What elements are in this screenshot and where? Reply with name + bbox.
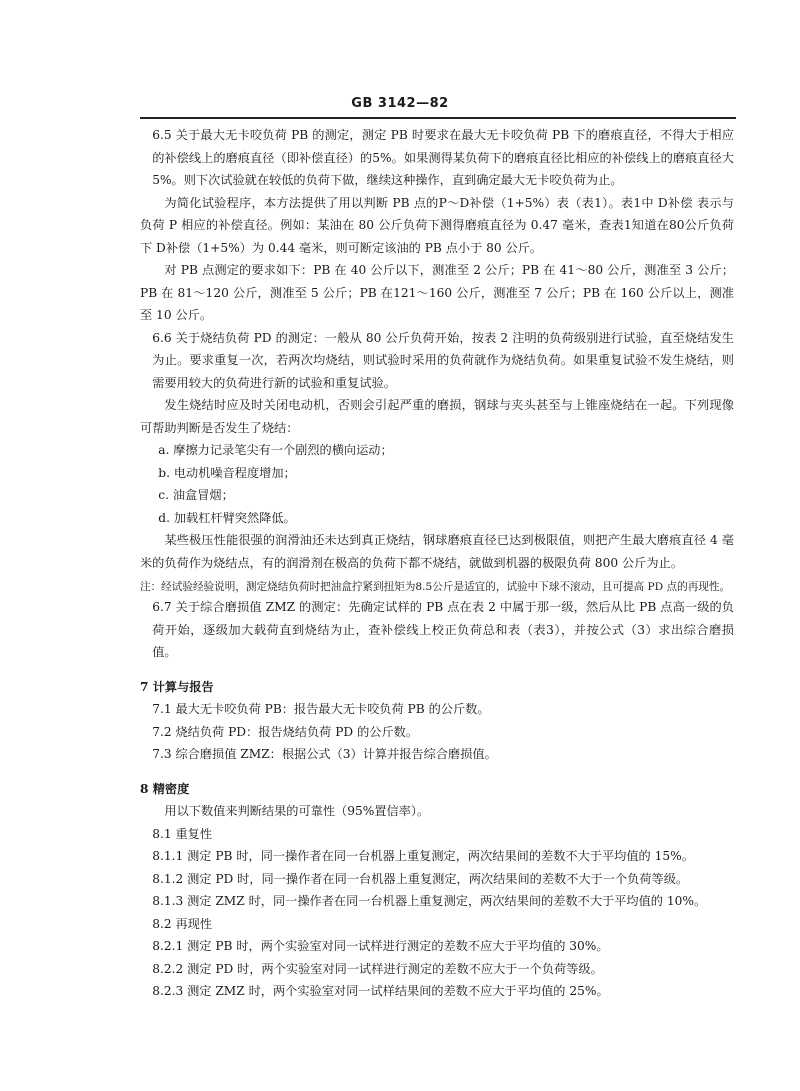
section-8-heading: 8 精密度	[140, 781, 190, 796]
section-8-2: 8.2 再现性	[152, 916, 213, 931]
list-item: c. 油盒冒烟；	[158, 488, 234, 502]
section-8-2-2: 8.2.2 测定 PD 时，两个实验室对同一试样进行测定的差数不应大于一个负荷等级。	[152, 961, 603, 976]
note: 注：经试验经验说明，测定烧结负荷时把油盒拧紧到扭矩为8.5公斤是适宜的，试验中下球不滚动，且可提高 PD 点的再现性。	[140, 581, 731, 593]
section-6-6-limit: 某些极压性能很强的润滑油还未达到真正烧结，钢球磨痕直径已达到极限值，则把产生最大磨痕直径 4 毫米的负荷作为烧结点，有的润滑剂在极高的负荷下都不烧结，就做到机器的极限负荷 800 公斤为止。	[140, 533, 734, 570]
section-7-heading: 7 计算与报告	[140, 679, 214, 694]
section-8-1-3: 8.1.3 测定 ZMZ 时，同一操作者在同一台机器上重复测定，两次结果间的差数不大于平均值的 10%。	[152, 894, 707, 908]
standard-code: GB 3142—82	[351, 96, 449, 111]
section-6-5-precision: 对 PB 点测定的要求如下：PB 在 40 公斤以下，测准至 2 公斤；PB 在 41～80 公斤，测准至 3 公斤；PB 在 81～120 公斤，测准至 5 公斤；PB 在121～160 公斤，测准至 7 公斤；PB 在 160 公斤以上，测准至 10 公斤。	[140, 263, 734, 322]
list-item: b. 电动机噪音程度增加；	[158, 465, 296, 480]
list-item: a. 摩擦力记录笔尖有一个剧烈的横向运动；	[158, 443, 393, 457]
section-6-6-observations: 发生烧结时应及时关闭电动机，否则会引起严重的磨损，钢球与夹头甚至与上锥座烧结在一起。下列现像可帮助判断是否发生了烧结：	[140, 398, 734, 435]
section-8-2-1: 8.2.1 测定 PB 时，两个实验室对同一试样进行测定的差数不应大于平均值的 30%。	[152, 939, 609, 953]
section-8-1-2: 8.1.2 测定 PD 时，同一操作者在同一台机器上重复测定，两次结果间的差数不大于一个负荷等级。	[152, 871, 689, 886]
section-7-3: 7.3 综合磨损值 ZMZ：根据公式（3）计算并报告综合磨损值。	[152, 747, 497, 761]
section-8-1: 8.1 重复性	[152, 826, 213, 841]
section-6-6-paragraph: 6.6 关于烧结负荷 PD 的测定：一般从 80 公斤负荷开始，按表 2 注明的负荷级别进行试验，直至烧结发生为止。要求重复一次，若两次均烧结，则试验时采用的负荷就作为烧结负荷。如果重复试验不发生烧结，则需要用较大的负荷进行新的试验和重复试验。	[152, 330, 734, 390]
section-8-2-3: 8.2.3 测定 ZMZ 时，两个实验室对同一试样结果间的差数不应大于平均值的 25%。	[152, 984, 609, 998]
header-rule	[140, 117, 736, 119]
section-6-5-paragraph: 6.5 关于最大无卡咬负荷 PB 的测定，测定 PB 时要求在最大无卡咬负荷 PB 下的磨痕直径，不得大于相应的补偿线上的磨痕直径（即补偿直径）的5%。如果测得某负荷下的磨痕直径比相应的补偿线上的磨痕直径大5%。则下次试验就在较低的负荷下做，继续这种操作，直到确定最大无卡咬负荷为止。	[152, 128, 734, 187]
section-6-7-paragraph: 6.7 关于综合磨损值 ZMZ 的测定：先确定试样的 PB 点在表 2 中属于那一级，然后从比 PB 点高一级的负荷开始，逐级加大载荷直到烧结为止，查补偿线上校正负荷总和表（表3），并按公式（3）求出综合磨损值。	[152, 600, 734, 659]
section-6-5-table-note: 为简化试验程序，本方法提供了用以判断 PB 点的P～D补偿（1+5%）表（表1）。表1中 D补偿 表示与负荷 P 相应的补偿直径。例如：某油在 80 公斤负荷下测得磨痕直径为 0.47 毫米，查表1知道在80公斤负荷下 D补偿（1+5%）为 0.44 毫米，则可断定该油的 PB 点小于 80 公斤。	[140, 195, 734, 255]
section-7-2: 7.2 烧结负荷 PD：报告烧结负荷 PD 的公斤数。	[152, 724, 419, 739]
list-item: d. 加载杠杆臂突然降低。	[158, 510, 296, 525]
section-8-intro: 用以下数值来判断结果的可靠性（95%置信率）。	[164, 804, 430, 818]
section-7-1: 7.1 最大无卡咬负荷 PB：报告最大无卡咬负荷 PB 的公斤数。	[152, 702, 490, 716]
section-8-1-1: 8.1.1 测定 PB 时，同一操作者在同一台机器上重复测定，两次结果间的差数不大于平均值的 15%。	[152, 849, 694, 863]
document-body	[140, 124, 734, 1003]
